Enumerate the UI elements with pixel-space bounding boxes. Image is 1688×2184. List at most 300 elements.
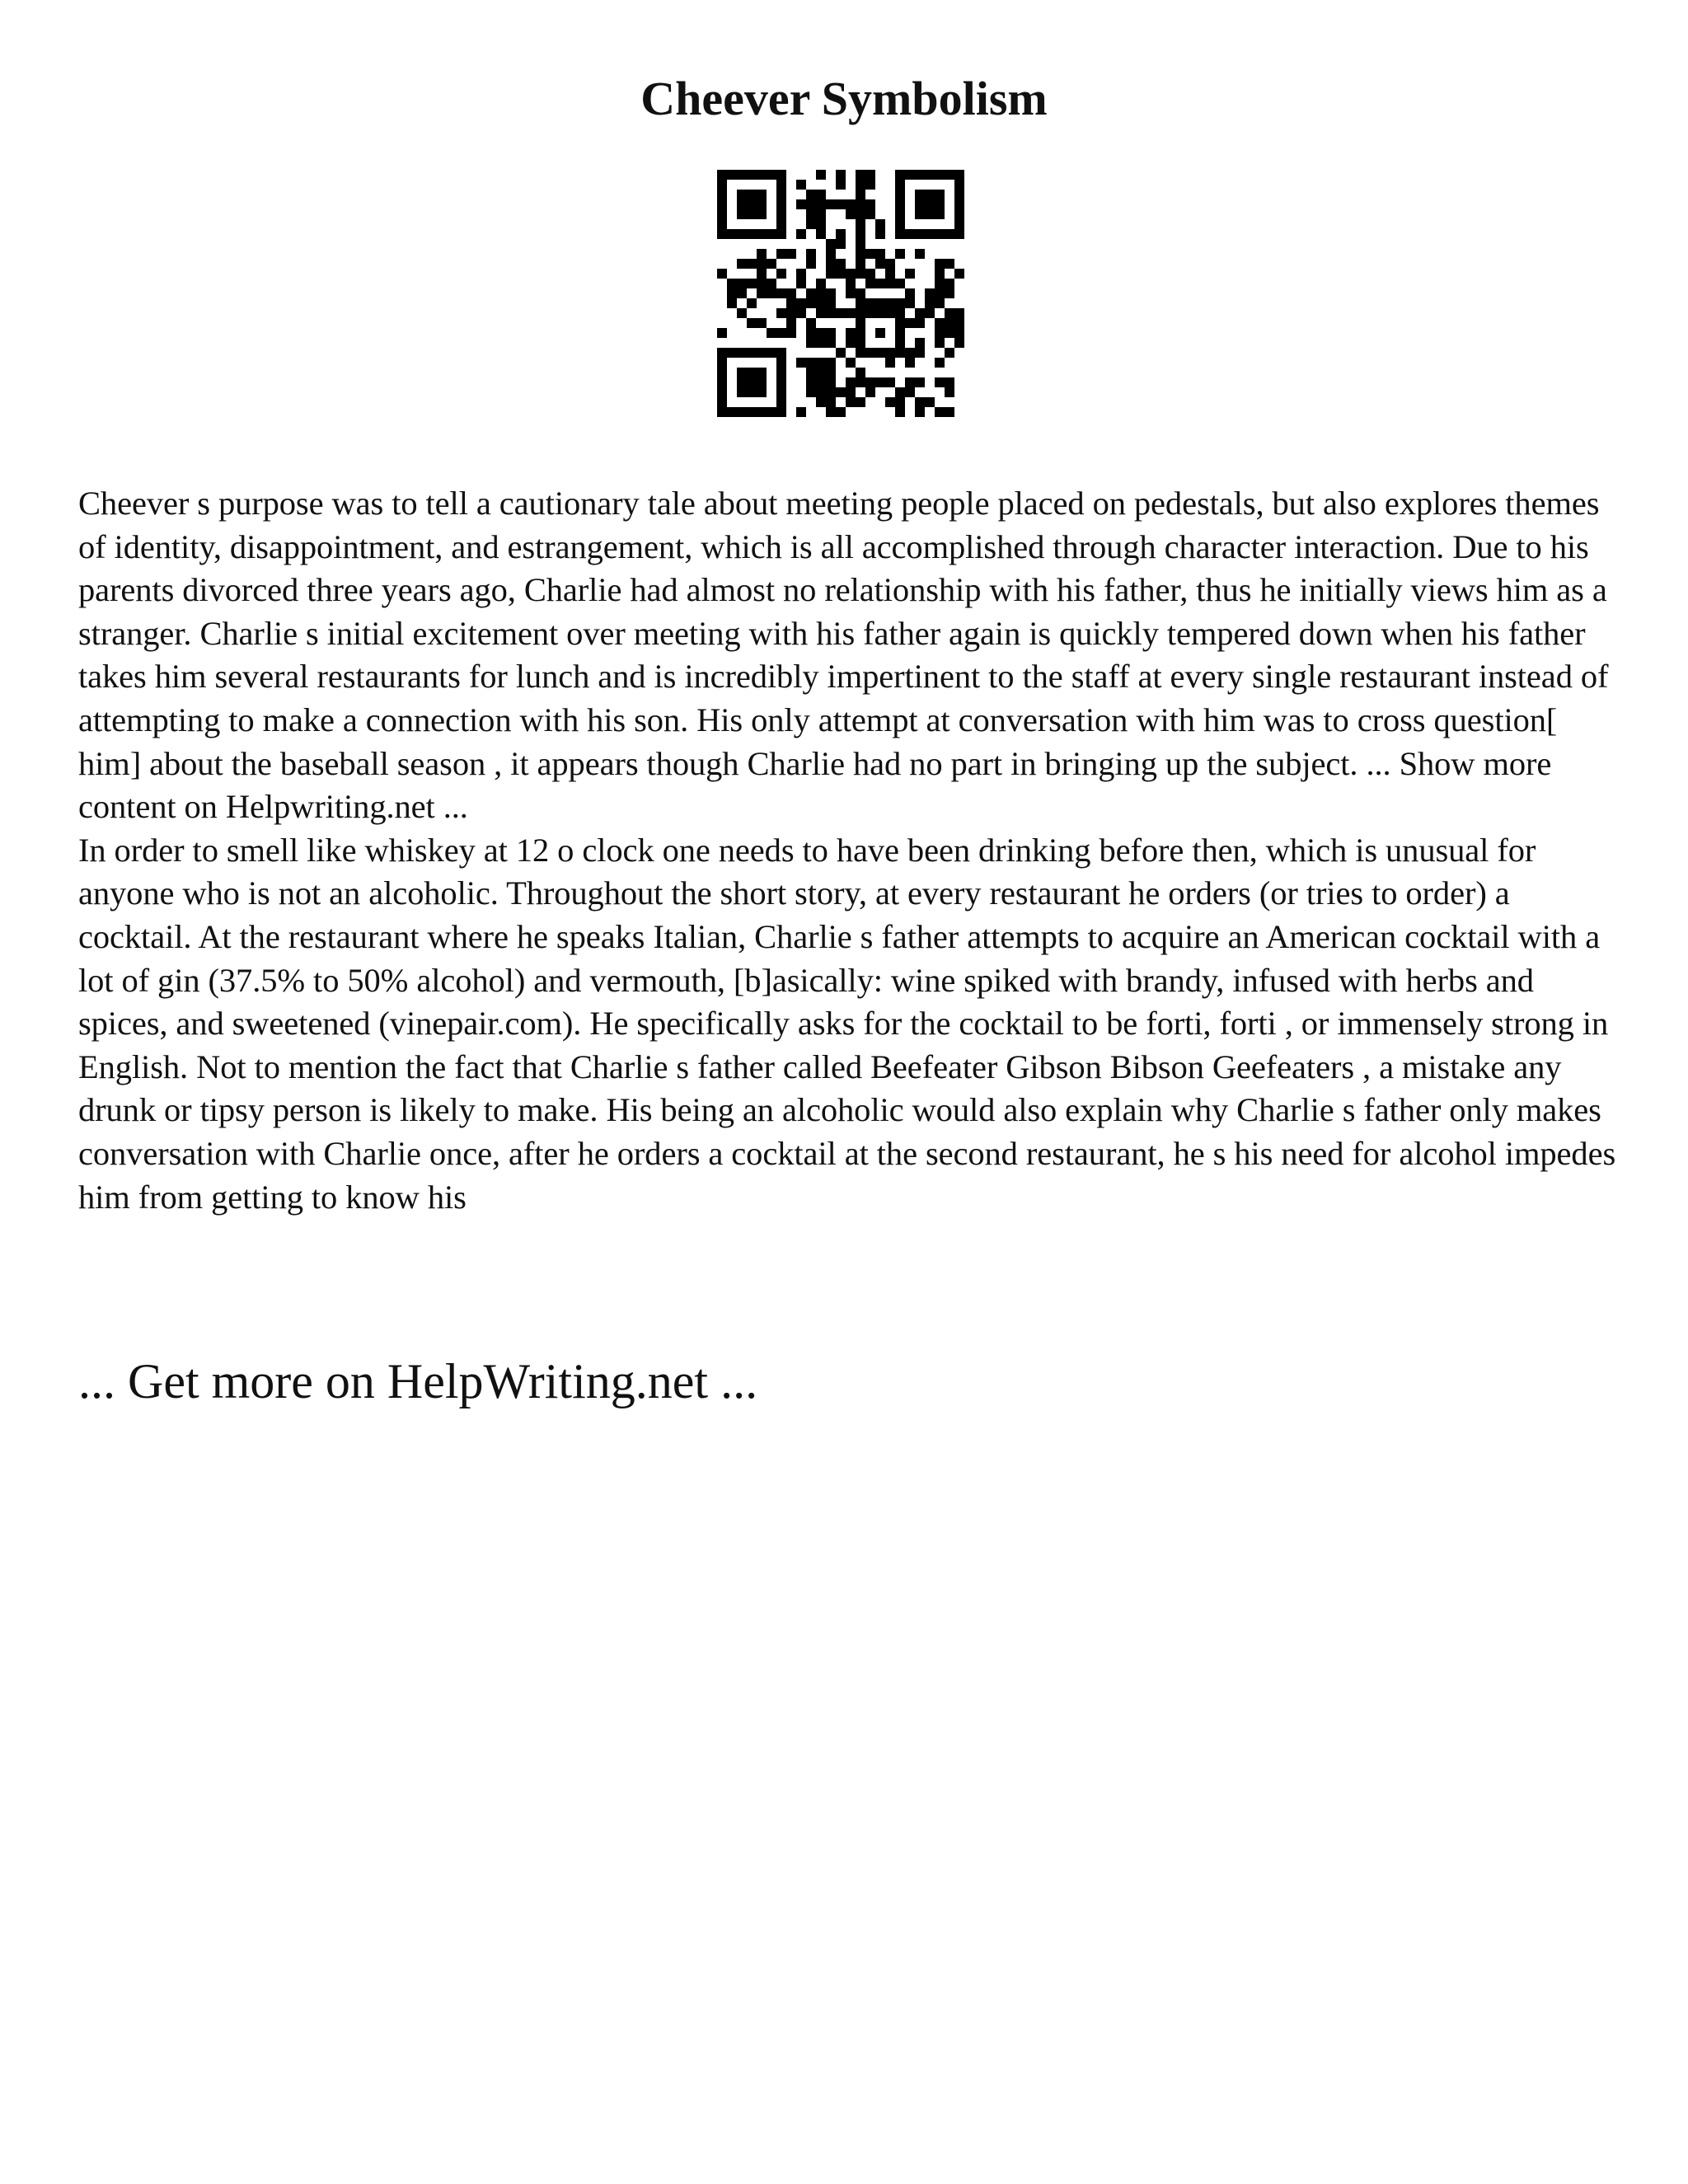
qr-module [935, 279, 945, 288]
qr-module [836, 308, 846, 318]
qr-module [717, 190, 727, 199]
qr-module [856, 170, 865, 180]
qr-module [737, 407, 747, 417]
qr-module [925, 298, 935, 308]
qr-module [767, 348, 776, 358]
qr-module [935, 318, 945, 328]
qr-module [875, 229, 885, 239]
qr-module [717, 219, 727, 229]
qr-module [935, 229, 945, 239]
qr-module [826, 298, 836, 308]
qr-module [856, 318, 865, 328]
qr-module [806, 199, 816, 209]
qr-module [826, 288, 836, 298]
qr-module [776, 387, 786, 397]
qr-module [757, 279, 767, 288]
qr-module [846, 338, 856, 348]
qr-module [915, 190, 925, 199]
qr-module [776, 219, 786, 229]
qr-module [816, 328, 826, 338]
qr-module [776, 288, 786, 298]
qr-module [737, 387, 747, 397]
qr-module [905, 298, 915, 308]
qr-module [935, 358, 945, 368]
qr-module [925, 229, 935, 239]
qr-module [865, 180, 875, 190]
qr-module [757, 249, 767, 259]
qr-module [737, 170, 747, 180]
qr-module [915, 377, 925, 387]
qr-module [895, 348, 905, 358]
qr-module [717, 199, 727, 209]
qr-module [806, 377, 816, 387]
qr-module [895, 229, 905, 239]
qr-module [895, 407, 905, 417]
qr-module [905, 387, 915, 397]
qr-module [945, 229, 954, 239]
qr-module [796, 269, 806, 279]
qr-module [747, 407, 757, 417]
qr-module [856, 199, 865, 209]
qr-module [727, 288, 737, 298]
qr-module [776, 348, 786, 358]
qr-module [776, 308, 786, 318]
qr-module [895, 190, 905, 199]
qr-module [727, 170, 737, 180]
qr-module [737, 209, 747, 219]
qr-module [776, 328, 786, 338]
qr-module [806, 328, 816, 338]
qr-module [727, 229, 737, 239]
qr-module [846, 328, 856, 338]
qr-module [717, 229, 727, 239]
qr-module [806, 387, 816, 397]
qr-module [796, 279, 806, 288]
qr-module [776, 170, 786, 180]
qr-module [856, 209, 865, 219]
qr-module [776, 190, 786, 199]
qr-module [816, 387, 826, 397]
qr-module [786, 288, 796, 298]
qr-module [757, 269, 767, 279]
qr-module [816, 358, 826, 368]
qr-module [875, 328, 885, 338]
qr-module [856, 348, 865, 358]
qr-module [925, 190, 935, 199]
qr-module [895, 308, 905, 318]
qr-module [954, 219, 964, 229]
qr-module [717, 348, 727, 358]
qr-module [747, 209, 757, 219]
qr-module [905, 377, 915, 387]
qr-module [856, 249, 865, 259]
qr-module [945, 308, 954, 318]
qr-module [826, 407, 836, 417]
qr-module [856, 308, 865, 318]
qr-module [786, 328, 796, 338]
qr-module [846, 308, 856, 318]
qr-module [935, 407, 945, 417]
qr-module [737, 229, 747, 239]
qr-module [737, 190, 747, 199]
qr-module [717, 387, 727, 397]
qr-module [905, 288, 915, 298]
qr-module [826, 328, 836, 338]
qr-module [895, 328, 905, 338]
qr-module [786, 308, 796, 318]
qr-module [875, 249, 885, 259]
qr-module [816, 368, 826, 377]
qr-module [954, 209, 964, 219]
qr-module [865, 269, 875, 279]
qr-module [895, 209, 905, 219]
qr-module [747, 259, 757, 269]
qr-module [895, 387, 905, 397]
qr-module [786, 298, 796, 308]
qr-module [737, 199, 747, 209]
qr-module [717, 397, 727, 407]
qr-module [816, 308, 826, 318]
qr-module [826, 368, 836, 377]
qr-module [796, 229, 806, 239]
qr-module [945, 318, 954, 328]
qr-module [856, 298, 865, 308]
qr-module [915, 338, 925, 348]
qr-module [846, 269, 856, 279]
qr-module [737, 279, 747, 288]
qr-module [776, 269, 786, 279]
qr-module [856, 368, 865, 377]
qr-module [816, 338, 826, 348]
qr-module [796, 199, 806, 209]
qr-module [935, 269, 945, 279]
qr-module [747, 368, 757, 377]
qr-module [954, 308, 964, 318]
qr-module [747, 298, 757, 308]
qr-module [885, 348, 895, 358]
qr-module [905, 229, 915, 239]
qr-module [757, 387, 767, 397]
qr-module [836, 387, 846, 397]
qr-module [757, 377, 767, 387]
qr-module [806, 368, 816, 377]
qr-module [895, 338, 905, 348]
qr-module [905, 318, 915, 328]
qr-module [826, 239, 836, 249]
qr-module [747, 377, 757, 387]
qr-module [895, 199, 905, 209]
qr-module [846, 279, 856, 288]
qr-module [885, 358, 895, 368]
qr-module [895, 249, 905, 259]
qr-module [885, 308, 895, 318]
qr-module [865, 377, 875, 387]
qr-module [776, 229, 786, 239]
qr-module [865, 387, 875, 397]
qr-module [856, 397, 865, 407]
qr-module [826, 249, 836, 259]
qr-module [846, 358, 856, 368]
qr-module [747, 279, 757, 288]
qr-module [846, 288, 856, 298]
qr-code-icon [717, 170, 964, 417]
qr-module [865, 298, 875, 308]
qr-module [915, 249, 925, 259]
qr-module [826, 387, 836, 397]
qr-module [895, 397, 905, 407]
qr-module [747, 229, 757, 239]
qr-module [856, 338, 865, 348]
qr-module [885, 377, 895, 387]
qr-module [806, 209, 816, 219]
qr-module [885, 279, 895, 288]
qr-module [757, 190, 767, 199]
qr-module [747, 348, 757, 358]
qr-module [954, 318, 964, 328]
qr-module [925, 308, 935, 318]
qr-module [816, 209, 826, 219]
qr-module [846, 387, 856, 397]
qr-module [915, 209, 925, 219]
qr-module [717, 377, 727, 387]
qr-module [806, 219, 816, 229]
qr-module [767, 279, 776, 288]
qr-module [875, 348, 885, 358]
qr-module [826, 338, 836, 348]
page-title: Cheever Symbolism [640, 71, 1048, 125]
qr-module [747, 387, 757, 397]
qr-module [776, 209, 786, 219]
qr-module [836, 259, 846, 269]
qr-module [954, 338, 964, 348]
qr-module [836, 348, 846, 358]
qr-module [757, 199, 767, 209]
qr-module [776, 249, 786, 259]
qr-module [826, 269, 836, 279]
qr-module [717, 269, 727, 279]
qr-module [816, 229, 826, 239]
qr-module [856, 377, 865, 387]
qr-module [935, 170, 945, 180]
qr-module [717, 180, 727, 190]
qr-module [925, 209, 935, 219]
qr-module [945, 170, 954, 180]
qr-module [865, 279, 875, 288]
qr-module [717, 368, 727, 377]
qr-module [776, 199, 786, 209]
qr-module [737, 348, 747, 358]
paragraph-2: In order to smell like whiskey at 12 o clock one needs to have been drinking before then, which is unusual for anyone who is not an alcoholic. Throughout the short story, at every restaurant he orders (or tries to order) a cocktail. At the restaurant where he speaks Italian, Charlie s father attempts to acquire an American cocktail with a lot of gin (37.5% to 50% alcohol) and vermouth, [b]asically: wine spiked with brandy, infused with herbs and spices, and sweetened (vinepair.com). He specifically asks for the cocktail to be forti, forti , or immensely strong in English. Not to mention the fact that Charlie s father called Beefeater Gibson Bibson Geefeaters , a mistake any drunk or tipsy person is likely to make. His being an alcoholic would also explain why Charlie s father only makes conversation with Charlie once, after he orders a cocktail at the second restaurant, he s his need for alcohol impedes him from getting to know his [78, 831, 1616, 1216]
qr-module [846, 397, 856, 407]
qr-module [806, 338, 816, 348]
qr-module [757, 288, 767, 298]
qr-module [747, 199, 757, 209]
qr-module [954, 199, 964, 209]
qr-module [806, 358, 816, 368]
qr-module [945, 279, 954, 288]
qr-module [925, 170, 935, 180]
qr-module [935, 338, 945, 348]
qr-module [915, 229, 925, 239]
qr-module [925, 288, 935, 298]
qr-module [915, 170, 925, 180]
qr-module [935, 259, 945, 269]
qr-module [895, 298, 905, 308]
qr-module [856, 328, 865, 338]
qr-module [796, 358, 806, 368]
qr-module [954, 328, 964, 338]
qr-module [856, 239, 865, 249]
qr-module [747, 318, 757, 328]
qr-module [865, 249, 875, 259]
qr-module [737, 368, 747, 377]
qr-module [954, 170, 964, 180]
qr-module [776, 407, 786, 417]
qr-module [767, 170, 776, 180]
qr-module [776, 377, 786, 387]
qr-module [826, 259, 836, 269]
qr-module [905, 348, 915, 358]
qr-module [816, 199, 826, 209]
qr-module [945, 348, 954, 358]
qr-module [757, 407, 767, 417]
qr-module [875, 308, 885, 318]
qr-module [786, 318, 796, 328]
qr-module [727, 298, 737, 308]
qr-module [935, 377, 945, 387]
qr-module [806, 298, 816, 308]
qr-module [767, 288, 776, 298]
qr-module [836, 180, 846, 190]
get-more-link[interactable]: ... Get more on HelpWriting.net ... [78, 1354, 758, 1408]
qr-module [737, 288, 747, 298]
qr-module [816, 279, 826, 288]
qr-module [915, 407, 925, 417]
qr-module [856, 229, 865, 239]
qr-module [885, 259, 895, 269]
qr-module [776, 368, 786, 377]
qr-module [865, 308, 875, 318]
qr-module [836, 199, 846, 209]
qr-module [865, 348, 875, 358]
qr-module [816, 377, 826, 387]
qr-code-graphic [717, 170, 964, 417]
qr-module [816, 170, 826, 180]
qr-module [767, 328, 776, 338]
qr-module [816, 288, 826, 298]
qr-module [806, 288, 816, 298]
qr-module [885, 269, 895, 279]
qr-module [945, 407, 954, 417]
qr-module [816, 219, 826, 229]
qr-module [875, 219, 885, 229]
qr-module [767, 407, 776, 417]
qr-module [945, 288, 954, 298]
qr-module [895, 170, 905, 180]
qr-module [836, 239, 846, 249]
qr-module [757, 348, 767, 358]
qr-module [954, 269, 964, 279]
qr-module [846, 377, 856, 387]
qr-module [865, 209, 875, 219]
qr-module [717, 407, 727, 417]
article-body [78, 482, 1628, 1219]
qr-module [935, 190, 945, 199]
qr-module [816, 298, 826, 308]
qr-module [816, 190, 826, 199]
qr-module [727, 348, 737, 358]
qr-module [856, 180, 865, 190]
qr-module [865, 170, 875, 180]
qr-module [747, 170, 757, 180]
qr-module [875, 298, 885, 308]
qr-module [875, 259, 885, 269]
qr-module [905, 358, 915, 368]
qr-module [757, 318, 767, 328]
qr-module [737, 259, 747, 269]
paragraph-1: Cheever s purpose was to tell a cautionary tale about meeting people placed on pedestals, but also explores themes of identity, disappointment, and estrangement, which is all accomplished through character interaction. Due to his parents divorced three years ago, Charlie had almost no relationship with his father, thus he initially views him as a stranger. Charlie s initial excitement over meeting with his father again is quickly tempered down when his father takes him several restaurants for lunch and is incredibly impertinent to the staff at every single restaurant instead of attempting to make a connection with his son. His only attempt at conversation with him was to cross question[ him] about the baseball season , it appears though Charlie had no part in bringing up the subject. ... Show more content on Helpwriting.net ... [78, 485, 1609, 826]
qr-module [776, 358, 786, 368]
qr-module [796, 407, 806, 417]
qr-module [806, 190, 816, 199]
qr-module [786, 249, 796, 259]
qr-module [915, 199, 925, 209]
qr-module [747, 190, 757, 199]
qr-module [935, 328, 945, 338]
qr-module [945, 387, 954, 397]
qr-module [905, 269, 915, 279]
qr-module [727, 279, 737, 288]
qr-module [856, 219, 865, 229]
qr-module [776, 397, 786, 407]
qr-module [954, 229, 964, 239]
qr-module [925, 397, 935, 407]
qr-module [717, 328, 727, 338]
qr-module [885, 298, 895, 308]
qr-module [954, 190, 964, 199]
qr-module [806, 318, 816, 328]
qr-module [757, 170, 767, 180]
qr-module [806, 259, 816, 269]
qr-module [895, 180, 905, 190]
qr-module [836, 269, 846, 279]
qr-module [945, 259, 954, 269]
qr-module [757, 209, 767, 219]
qr-module [796, 308, 806, 318]
qr-module [895, 318, 905, 328]
qr-module [757, 368, 767, 377]
qr-module [796, 180, 806, 190]
qr-module [915, 308, 925, 318]
qr-module [826, 308, 836, 318]
qr-module [915, 318, 925, 328]
qr-module [806, 249, 816, 259]
qr-module [757, 229, 767, 239]
qr-module [826, 199, 836, 209]
qr-module [875, 279, 885, 288]
qr-module [925, 199, 935, 209]
qr-module [796, 298, 806, 308]
qr-module [717, 170, 727, 180]
qr-module [826, 377, 836, 387]
qr-module [895, 219, 905, 229]
qr-module [836, 170, 846, 180]
qr-module [826, 358, 836, 368]
qr-module [717, 358, 727, 368]
qr-module [945, 377, 954, 387]
qr-module [737, 377, 747, 387]
qr-module [776, 180, 786, 190]
